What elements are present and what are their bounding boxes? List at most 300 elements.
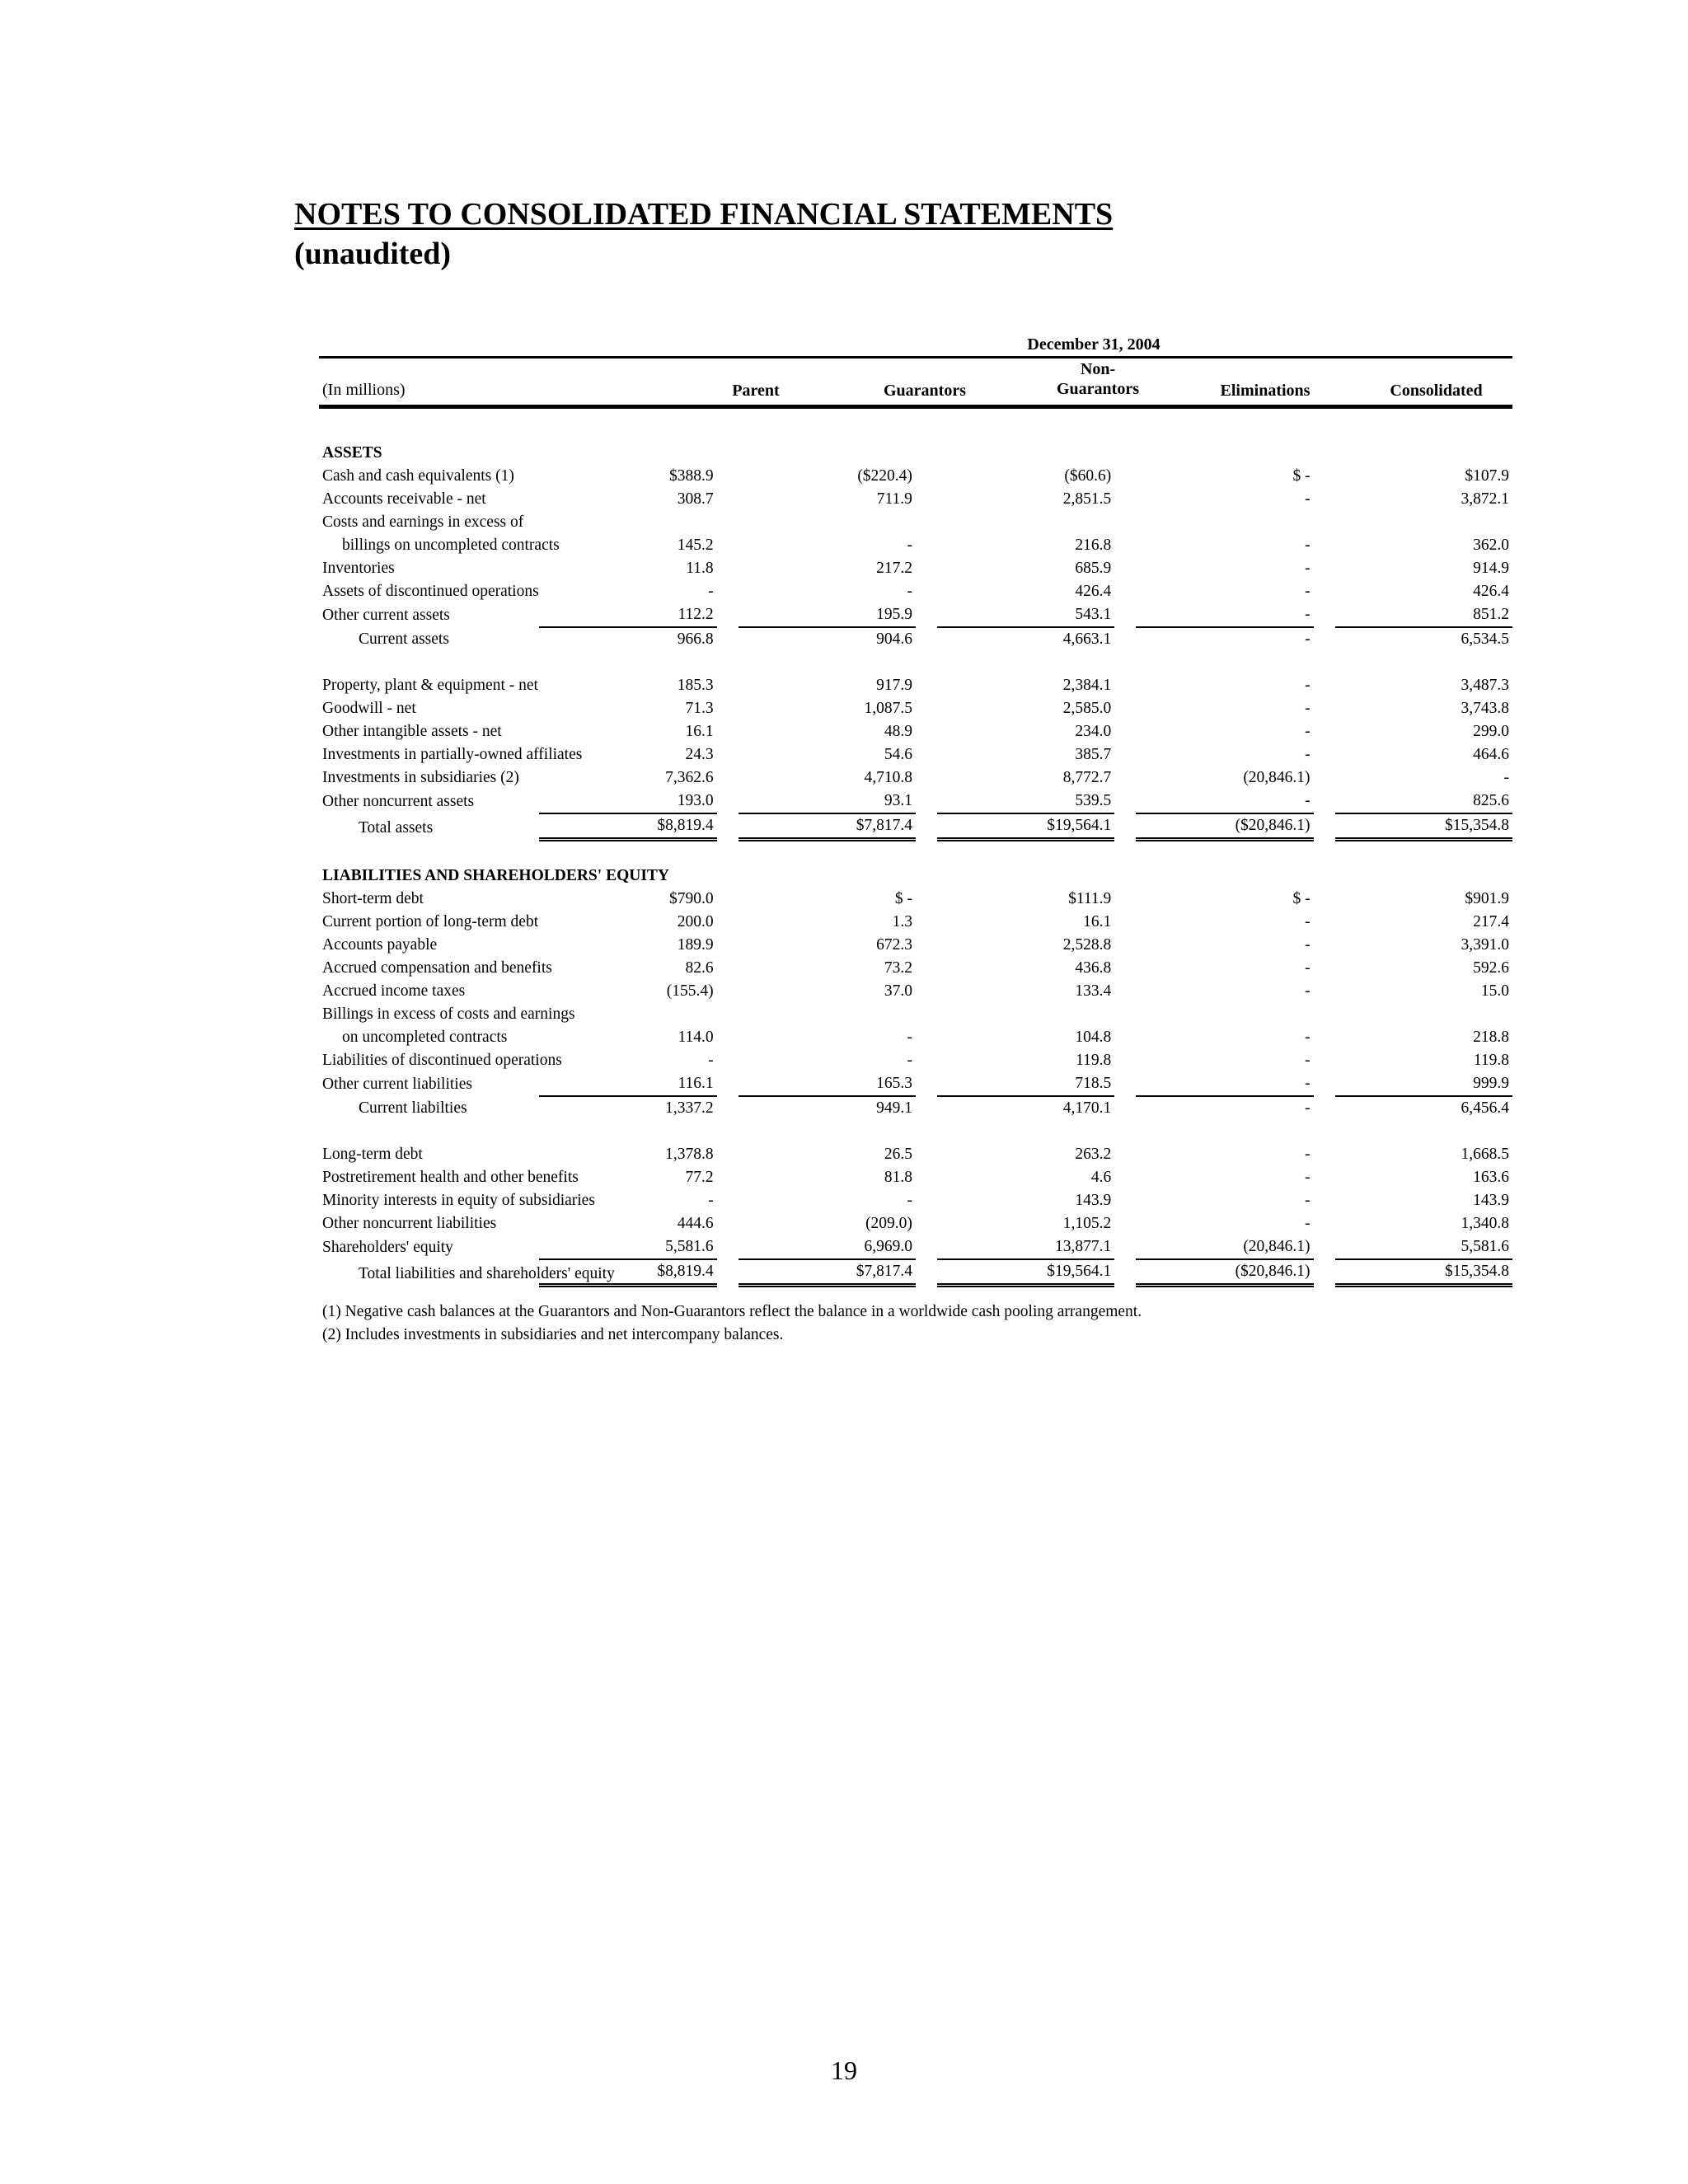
cell-non-guarantors <box>916 1072 1114 1097</box>
cell-consolidated <box>1314 534 1512 557</box>
cell-parent <box>518 1072 716 1097</box>
cell-value: 143.9 <box>1473 1192 1509 1209</box>
cell-non-guarantors <box>916 1049 1114 1072</box>
cell-eliminations <box>1114 674 1313 697</box>
cell-eliminations <box>1114 1166 1313 1189</box>
cell-value: $7,817.4 <box>738 1260 916 1287</box>
cell-parent <box>518 814 716 841</box>
cell-value: (209.0) <box>865 1215 912 1232</box>
cell-parent <box>518 465 716 488</box>
cell-value: 195.9 <box>738 603 916 628</box>
cell-value: - <box>1305 1052 1311 1069</box>
cell-value: 592.6 <box>1473 959 1509 977</box>
cell-parent <box>518 511 716 534</box>
page-number: 19 <box>831 2055 857 2085</box>
table-row <box>319 814 1512 841</box>
row-label-text: Accounts receivable - net <box>322 490 486 508</box>
row-label-text: Accrued income taxes <box>322 982 466 1000</box>
cell-value: 1,337.2 <box>665 1099 714 1117</box>
cell-consolidated <box>1314 674 1512 697</box>
cell-value: $388.9 <box>669 467 714 485</box>
cell-value: - <box>907 583 912 600</box>
cell-value: ($60.6) <box>1064 467 1112 485</box>
row-label <box>319 865 1512 888</box>
cell-value: (155.4) <box>666 982 714 1000</box>
cell-eliminations <box>1114 1097 1313 1120</box>
row-label-text: Other intangible assets - net <box>322 723 502 740</box>
cell-consolidated <box>1314 1189 1512 1212</box>
table-row <box>319 1235 1512 1260</box>
spacer-row <box>319 841 1512 865</box>
cell-value: - <box>1136 603 1313 628</box>
cell-consolidated <box>1314 1097 1512 1120</box>
cell-non-guarantors <box>916 1235 1114 1260</box>
cell-parent <box>518 1212 716 1235</box>
cell-value: $15,354.8 <box>1335 1260 1512 1287</box>
cell-parent <box>518 1026 716 1049</box>
cell-value: 143.9 <box>1075 1192 1112 1209</box>
cell-guarantors <box>717 674 916 697</box>
table-row <box>319 534 1512 557</box>
cell-non-guarantors <box>916 814 1114 841</box>
row-label-text: ASSETS <box>322 444 382 462</box>
cell-value: 2,585.0 <box>1062 700 1112 717</box>
cell-value: $7,817.4 <box>738 814 916 841</box>
cell-parent <box>518 720 716 743</box>
cell-value: 218.8 <box>1473 1029 1509 1046</box>
cell-value: ($20,846.1) <box>1136 814 1313 841</box>
cell-parent <box>518 534 716 557</box>
cell-eliminations <box>1114 488 1313 511</box>
cell-consolidated <box>1314 980 1512 1003</box>
table-row <box>319 1026 1512 1049</box>
row-label <box>319 814 518 841</box>
balance-sheet-table <box>319 442 1512 1287</box>
cell-eliminations <box>1114 934 1313 957</box>
cell-non-guarantors <box>916 1026 1114 1049</box>
cell-eliminations <box>1114 1260 1313 1287</box>
cell-parent <box>518 888 716 911</box>
row-label <box>319 1166 579 1189</box>
row-label <box>319 651 1512 674</box>
cell-eliminations <box>1114 1212 1313 1235</box>
col-header-non-top: Non- <box>1080 360 1116 378</box>
cell-value: 2,384.1 <box>1062 677 1112 694</box>
table-row <box>319 1097 1512 1120</box>
table-row <box>319 557 1512 580</box>
row-label-text: LIABILITIES AND SHAREHOLDERS' EQUITY <box>322 867 670 884</box>
cell-value: ($220.4) <box>857 467 912 485</box>
row-label <box>319 1212 518 1235</box>
cell-value: - <box>1305 583 1311 600</box>
table-row <box>319 911 1512 934</box>
cell-eliminations <box>1114 790 1313 814</box>
cell-parent <box>518 743 716 766</box>
cell-non-guarantors <box>916 1260 1114 1287</box>
cell-value: 81.8 <box>884 1169 912 1186</box>
table-row <box>319 888 1512 911</box>
cell-eliminations <box>1114 1235 1313 1260</box>
row-label-text: Other current assets <box>322 607 450 624</box>
cell-consolidated <box>1314 911 1512 934</box>
row-label <box>319 1097 518 1120</box>
row-label-text: Inventories <box>322 560 395 577</box>
cell-value: 966.8 <box>677 630 714 648</box>
cell-non-guarantors <box>916 980 1114 1003</box>
table-row <box>319 790 1512 814</box>
cell-value: - <box>1305 1146 1311 1163</box>
cell-value: 543.1 <box>937 603 1114 628</box>
cell-value: 217.2 <box>876 560 912 577</box>
cell-value: 145.2 <box>677 537 714 554</box>
row-label <box>319 465 518 488</box>
cell-parent <box>518 488 716 511</box>
cell-value: 37.0 <box>884 982 912 1000</box>
table-row <box>319 980 1512 1003</box>
cell-eliminations <box>1114 534 1313 557</box>
cell-parent <box>518 790 716 814</box>
row-label-text: Current assets <box>359 630 449 648</box>
table-row <box>319 957 1512 980</box>
row-label-text: Other current liabilities <box>322 1076 472 1093</box>
cell-guarantors <box>717 534 916 557</box>
cell-value: 82.6 <box>685 959 714 977</box>
cell-value: 163.6 <box>1473 1169 1509 1186</box>
row-label <box>319 980 518 1003</box>
footnotes <box>322 1301 1142 1347</box>
row-label-text: Current liabilties <box>359 1099 467 1117</box>
cell-non-guarantors <box>916 1143 1114 1166</box>
row-label <box>319 790 518 814</box>
cell-value: 16.1 <box>1083 913 1112 930</box>
cell-value: $15,354.8 <box>1335 814 1512 841</box>
cell-consolidated <box>1314 1235 1512 1260</box>
cell-value: 16.1 <box>685 723 714 740</box>
cell-parent <box>518 697 716 720</box>
row-label-text: Accounts payable <box>322 936 438 954</box>
cell-consolidated <box>1314 1143 1512 1166</box>
cell-value: 444.6 <box>677 1215 714 1232</box>
cell-value: 77.2 <box>685 1169 714 1186</box>
cell-value: $790.0 <box>669 890 714 907</box>
cell-parent <box>518 766 716 790</box>
cell-value: 825.6 <box>1335 790 1512 814</box>
cell-value: - <box>1305 1099 1311 1117</box>
cell-parent <box>518 1143 716 1166</box>
cell-value: - <box>1305 982 1311 1000</box>
row-label-text: Goodwill - net <box>322 700 416 717</box>
cell-parent <box>518 1097 716 1120</box>
cell-consolidated <box>1314 888 1512 911</box>
cell-value: $19,564.1 <box>937 814 1114 841</box>
cell-value: 385.7 <box>1075 746 1112 763</box>
cell-value: 3,391.0 <box>1461 936 1509 954</box>
col-header-guarantors: Guarantors <box>884 382 966 400</box>
cell-guarantors <box>717 1189 916 1212</box>
cell-parent <box>518 580 716 603</box>
cell-value: 539.5 <box>937 790 1114 814</box>
cell-guarantors <box>717 766 916 790</box>
cell-value: - <box>1305 913 1311 930</box>
table-row <box>319 766 1512 790</box>
cell-non-guarantors <box>916 934 1114 957</box>
cell-guarantors <box>717 1212 916 1235</box>
row-label-text: Other noncurrent liabilities <box>322 1215 497 1232</box>
row-label-text: Assets of discontinued operations <box>322 583 539 600</box>
cell-parent <box>518 1166 716 1189</box>
cell-consolidated <box>1314 697 1512 720</box>
cell-guarantors <box>717 557 916 580</box>
cell-consolidated <box>1314 1049 1512 1072</box>
row-label <box>319 1003 575 1026</box>
row-label <box>319 888 518 911</box>
row-label-text: Liabilities of discontinued operations <box>322 1052 562 1069</box>
cell-non-guarantors <box>916 1166 1114 1189</box>
col-header-eliminations: Eliminations <box>1220 382 1311 400</box>
cell-value: - <box>1136 790 1313 814</box>
cell-parent <box>518 934 716 957</box>
cell-value: 1.3 <box>892 913 912 930</box>
footnote-2: (2) Includes investments in subsidiaries and net intercompany balances. <box>322 1326 784 1343</box>
spacer-row <box>319 651 1512 674</box>
row-label <box>319 580 539 603</box>
cell-value: 193.0 <box>539 790 716 814</box>
cell-eliminations <box>1114 766 1313 790</box>
row-label-text: Total liabilities and shareholders' equity <box>359 1264 615 1282</box>
col-header-parent: Parent <box>732 382 780 400</box>
table-row <box>319 674 1512 697</box>
cell-value: 2,528.8 <box>1062 936 1112 954</box>
cell-value: 119.8 <box>1076 1052 1112 1069</box>
title-subtitle: (unaudited) <box>294 237 452 271</box>
cell-value: - <box>907 537 912 554</box>
cell-guarantors <box>717 743 916 766</box>
cell-guarantors <box>717 957 916 980</box>
cell-guarantors <box>717 1143 916 1166</box>
cell-value: 6,534.5 <box>1461 630 1509 648</box>
cell-consolidated <box>1314 1166 1512 1189</box>
cell-value: - <box>1305 700 1311 717</box>
footnote-1: (1) Negative cash balances at the Guarantors and Non-Guarantors reflect the balance in a worldwide cash pooling arrangement. <box>322 1303 1142 1320</box>
cell-consolidated <box>1314 465 1512 488</box>
table-row <box>319 934 1512 957</box>
cell-non-guarantors <box>916 603 1114 628</box>
cell-value: 217.4 <box>1473 913 1509 930</box>
period-header: December 31, 2004 <box>1027 335 1160 354</box>
cell-value: 6,456.4 <box>1461 1099 1509 1117</box>
cell-eliminations <box>1114 697 1313 720</box>
cell-value: 4,710.8 <box>864 769 912 786</box>
cell-value: - <box>907 1029 912 1046</box>
cell-guarantors <box>717 1260 916 1287</box>
row-label <box>319 911 539 934</box>
cell-value: - <box>907 1192 912 1209</box>
cell-eliminations <box>1114 1049 1313 1072</box>
cell-consolidated <box>1314 720 1512 743</box>
cell-value: - <box>708 1052 714 1069</box>
cell-non-guarantors <box>916 888 1114 911</box>
page-title <box>294 194 1113 274</box>
cell-value: 189.9 <box>677 936 714 954</box>
cell-eliminations <box>1114 720 1313 743</box>
row-label <box>319 534 560 557</box>
row-label <box>319 603 518 628</box>
cell-value: 26.5 <box>884 1146 912 1163</box>
cell-value: 426.4 <box>1473 583 1509 600</box>
cell-guarantors <box>717 911 916 934</box>
cell-value: 711.9 <box>876 490 912 508</box>
cell-eliminations <box>1114 557 1313 580</box>
table-row <box>319 580 1512 603</box>
row-label-text: Short-term debt <box>322 890 424 907</box>
row-label <box>319 1120 1512 1143</box>
cell-value: - <box>1305 677 1311 694</box>
row-label <box>319 674 538 697</box>
row-label-text: Postretirement health and other benefits <box>322 1169 579 1186</box>
cell-value: 5,581.6 <box>539 1235 716 1260</box>
cell-value: 1,105.2 <box>1062 1215 1112 1232</box>
cell-parent <box>518 1260 716 1287</box>
cell-value: 3,872.1 <box>1461 490 1509 508</box>
cell-non-guarantors <box>916 511 1114 534</box>
cell-value: 4.6 <box>1090 1169 1112 1186</box>
col-header-non-bottom: Guarantors <box>1057 380 1139 398</box>
cell-eliminations <box>1114 1003 1313 1026</box>
cell-value: 133.4 <box>1075 982 1112 1000</box>
cell-consolidated <box>1314 814 1512 841</box>
table-row <box>319 511 1512 534</box>
cell-value: $ - <box>1292 890 1311 907</box>
cell-value: 917.9 <box>876 677 912 694</box>
cell-guarantors <box>717 488 916 511</box>
cell-value: 672.3 <box>876 936 912 954</box>
cell-value: 263.2 <box>1075 1146 1112 1163</box>
cell-non-guarantors <box>916 697 1114 720</box>
cell-value: - <box>1305 560 1311 577</box>
cell-non-guarantors <box>916 557 1114 580</box>
cell-value: $107.9 <box>1465 467 1509 485</box>
cell-consolidated <box>1314 934 1512 957</box>
cell-non-guarantors <box>916 1097 1114 1120</box>
cell-consolidated <box>1314 488 1512 511</box>
cell-eliminations <box>1114 628 1313 651</box>
cell-parent <box>518 980 716 1003</box>
cell-value: 685.9 <box>1075 560 1112 577</box>
cell-value: - <box>1305 1029 1311 1046</box>
row-label-text: Cash and cash equivalents (1) <box>322 467 514 485</box>
cell-value: 216.8 <box>1075 537 1112 554</box>
cell-eliminations <box>1114 465 1313 488</box>
cell-value: 104.8 <box>1075 1029 1112 1046</box>
cell-value: - <box>1305 490 1311 508</box>
cell-value: - <box>1305 537 1311 554</box>
row-label <box>319 1143 518 1166</box>
row-label-text: Investments in partially-owned affiliates <box>322 746 583 763</box>
cell-guarantors <box>717 790 916 814</box>
cell-non-guarantors <box>916 1189 1114 1212</box>
row-label <box>319 697 518 720</box>
row-label-text: on uncompleted contracts <box>342 1029 508 1046</box>
unit-label: (In millions) <box>322 381 406 399</box>
cell-value: - <box>1305 1169 1311 1186</box>
cell-value: 116.1 <box>539 1072 716 1097</box>
cell-consolidated <box>1314 628 1512 651</box>
cell-guarantors <box>717 934 916 957</box>
cell-eliminations <box>1114 911 1313 934</box>
cell-consolidated <box>1314 1026 1512 1049</box>
cell-value: 15.0 <box>1480 982 1509 1000</box>
row-label-text: Shareholders' equity <box>322 1239 453 1256</box>
cell-non-guarantors <box>916 911 1114 934</box>
cell-value: $8,819.4 <box>539 814 716 841</box>
cell-consolidated <box>1314 580 1512 603</box>
cell-guarantors <box>717 580 916 603</box>
cell-value: 234.0 <box>1075 723 1112 740</box>
cell-guarantors <box>717 697 916 720</box>
cell-value: 464.6 <box>1473 746 1509 763</box>
cell-value: $8,819.4 <box>539 1260 716 1287</box>
cell-consolidated <box>1314 511 1512 534</box>
section-heading-row <box>319 865 1512 888</box>
cell-value: 4,663.1 <box>1062 630 1112 648</box>
cell-eliminations <box>1114 980 1313 1003</box>
cell-guarantors <box>717 1166 916 1189</box>
cell-non-guarantors <box>916 628 1114 651</box>
cell-consolidated <box>1314 603 1512 628</box>
cell-guarantors <box>717 603 916 628</box>
table-row <box>319 1143 1512 1166</box>
table-row <box>319 720 1512 743</box>
table-row <box>319 1003 1512 1026</box>
cell-value: $111.9 <box>1068 890 1112 907</box>
cell-non-guarantors <box>916 957 1114 980</box>
cell-value: 6,969.0 <box>738 1235 916 1260</box>
cell-eliminations <box>1114 743 1313 766</box>
cell-value: 1,378.8 <box>665 1146 714 1163</box>
table-row <box>319 1260 1512 1287</box>
table-row <box>319 1189 1512 1212</box>
cell-parent <box>518 1189 716 1212</box>
cell-value: 308.7 <box>677 490 714 508</box>
cell-non-guarantors <box>916 720 1114 743</box>
cell-parent <box>518 674 716 697</box>
cell-consolidated <box>1314 1212 1512 1235</box>
cell-non-guarantors <box>916 790 1114 814</box>
cell-parent <box>518 557 716 580</box>
cell-parent <box>518 603 716 628</box>
row-label <box>319 841 1512 865</box>
cell-non-guarantors <box>916 1212 1114 1235</box>
spacer-row <box>319 1120 1512 1143</box>
table-row <box>319 465 1512 488</box>
cell-guarantors <box>717 511 916 534</box>
cell-guarantors <box>717 888 916 911</box>
cell-value: 13,877.1 <box>937 1235 1114 1260</box>
cell-value: 54.6 <box>884 746 912 763</box>
row-label <box>319 1260 615 1287</box>
cell-value: 2,851.5 <box>1062 490 1112 508</box>
cell-guarantors <box>717 1003 916 1026</box>
cell-non-guarantors <box>916 674 1114 697</box>
cell-value: - <box>1305 1192 1311 1209</box>
cell-eliminations <box>1114 957 1313 980</box>
cell-value: 73.2 <box>884 959 912 977</box>
cell-non-guarantors <box>916 465 1114 488</box>
row-label <box>319 1049 562 1072</box>
row-label-text: Current portion of long-term debt <box>322 913 539 930</box>
table-row <box>319 628 1512 651</box>
cell-value: - <box>708 583 714 600</box>
